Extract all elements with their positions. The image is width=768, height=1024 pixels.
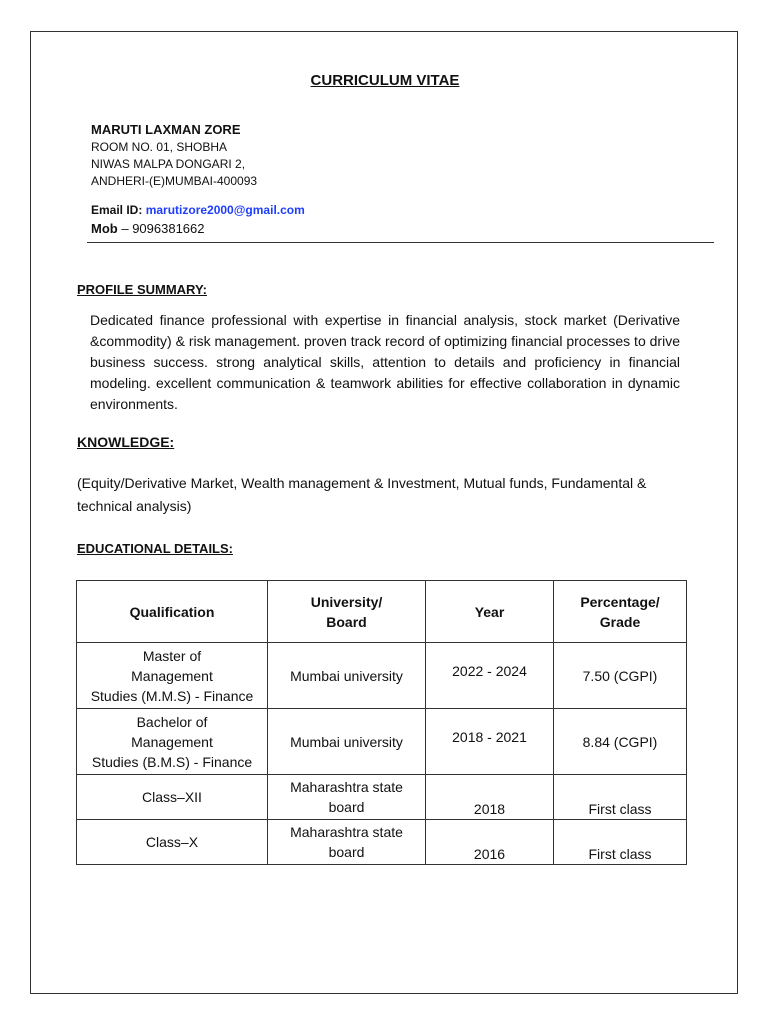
candidate-name: MARUTI LAXMAN ZORE xyxy=(91,122,241,137)
email-label: Email ID: xyxy=(91,203,146,217)
table-header-row xyxy=(77,581,687,643)
header-qualification: Qualification xyxy=(77,581,268,643)
university-cell: Mumbai university xyxy=(268,643,426,709)
qualification-cell: Bachelor of Management Studies (B.M.S) - Finance xyxy=(77,709,268,775)
email-link[interactable]: marutizore2000@gmail.com xyxy=(145,203,305,217)
grade-cell: First class xyxy=(554,775,687,820)
table-row xyxy=(77,775,687,820)
table-row xyxy=(77,643,687,709)
university-cell: Mumbai university xyxy=(268,709,426,775)
resume-page xyxy=(30,31,738,994)
university-cell: Maharashtra state board xyxy=(268,820,426,865)
address-line-2: NIWAS MALPA DONGARI 2, xyxy=(91,157,246,171)
mobile-separator: – xyxy=(117,221,133,236)
qualification-cell: Master of Management Studies (M.M.S) - Finance xyxy=(77,643,268,709)
knowledge-text: (Equity/Derivative Market, Wealth management & Investment, Mutual funds, Fundamental & technical analysis) xyxy=(77,475,647,514)
grade-cell: 8.84 (CGPI) xyxy=(554,709,687,775)
profile-summary-heading: PROFILE SUMMARY: xyxy=(77,282,207,297)
address-line-1: ROOM NO. 01, SHOBHA xyxy=(91,140,228,154)
education-table xyxy=(76,580,687,865)
table-row xyxy=(77,709,687,775)
mobile-number: 9096381662 xyxy=(132,221,205,236)
year-cell: 2016 xyxy=(426,820,554,865)
header-year: Year xyxy=(426,581,554,643)
header-divider xyxy=(87,242,714,243)
table-row xyxy=(77,820,687,865)
profile-summary-text: Dedicated finance professional with expertise in financial analysis, stock market (Derivative &commodity) & risk management. proven track record of optimizing financial processes to drive business success. strong analytical skills, attention to details and proficiency in financial modeling. excellent communication & teamwork abilities for effective collaboration in dynamic environments. xyxy=(90,312,680,412)
qualification-cell: Class–X xyxy=(77,820,268,865)
grade-cell: First class xyxy=(554,820,687,865)
document-title: CURRICULUM VITAE xyxy=(310,72,460,89)
year-cell: 2018 - 2021 xyxy=(426,709,554,775)
mobile-label: Mob xyxy=(91,221,118,236)
email-line xyxy=(91,203,305,217)
header-university: University/ Board xyxy=(268,581,426,643)
address-line-3: ANDHERI-(E)MUMBAI-400093 xyxy=(91,174,258,188)
university-cell: Maharashtra state board xyxy=(268,775,426,820)
header-grade: Percentage/ Grade xyxy=(554,581,687,643)
grade-cell: 7.50 (CGPI) xyxy=(554,643,687,709)
mobile-line xyxy=(91,221,205,236)
qualification-cell: Class–XII xyxy=(77,775,268,820)
knowledge-heading: KNOWLEDGE: xyxy=(77,434,175,450)
educational-details-heading: EDUCATIONAL DETAILS: xyxy=(77,541,233,556)
year-cell: 2018 xyxy=(426,775,554,820)
year-cell: 2022 - 2024 xyxy=(426,643,554,709)
